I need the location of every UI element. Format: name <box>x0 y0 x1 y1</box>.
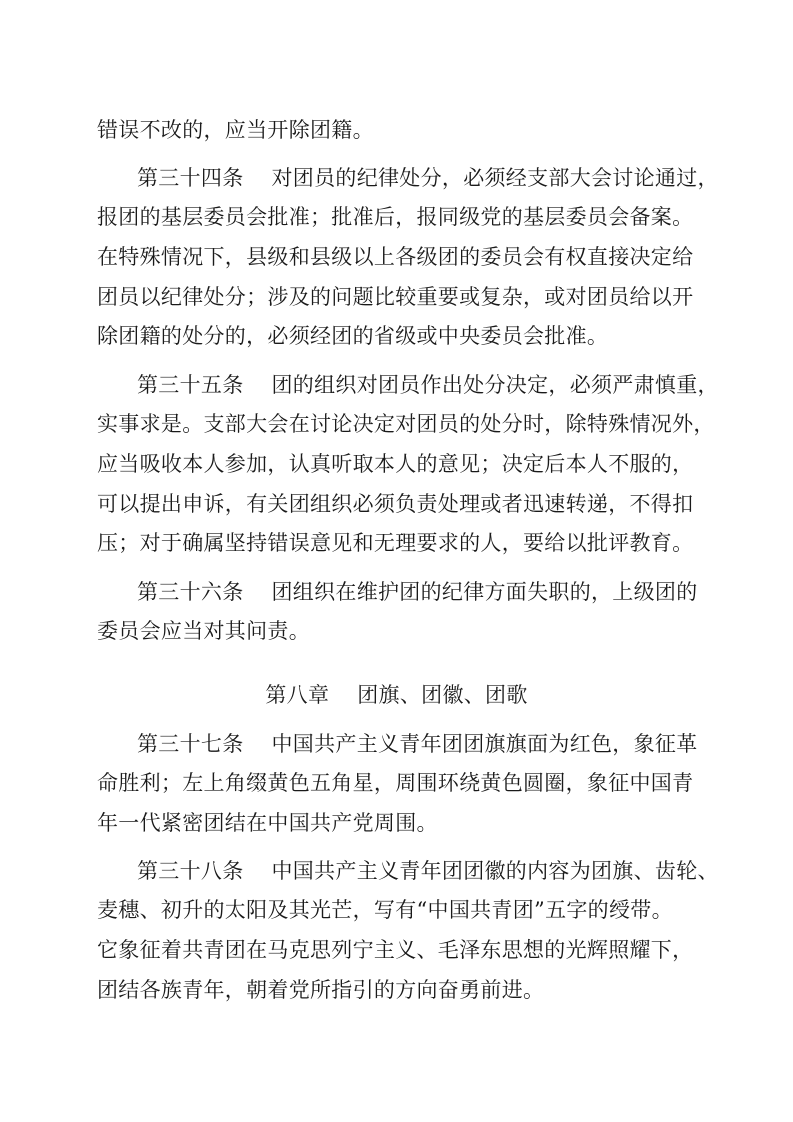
paragraph-line: 应当吸收本人参加，认真听取本人的意见；决定后本人不服的， <box>97 452 694 476</box>
paragraph-line: 实事求是。支部大会在讨论决定对团员的处分时，除特殊情况外， <box>97 412 715 436</box>
paragraph-line: 团结各族青年，朝着党所指引的方向奋勇前进。 <box>97 978 545 1002</box>
paragraph-line: 年一代紧密团结在中国共产党周围。 <box>97 811 438 835</box>
paragraph-line: 委员会应当对其问责。 <box>97 619 310 643</box>
paragraph-line: 它象征着共青团在马克思列宁主义、毛泽东思想的光辉照耀下， <box>97 938 694 962</box>
article-37-label: 第三十七条 <box>137 732 244 756</box>
article-37-first-line: 第三十七条 中国共产主义青年团团旗旗面为红色，象征革 <box>137 732 698 756</box>
chapter-label: 第八章 <box>265 683 330 707</box>
article-34-label: 第三十四条 <box>137 166 244 190</box>
chapter-heading <box>0 680 793 710</box>
article-35-label: 第三十五条 <box>137 373 244 397</box>
paragraph-line: 可以提出申诉，有关团组织必须负责处理或者迅速转递，不得扣 <box>97 492 694 516</box>
article-38-first-line: 第三十八条 中国共产主义青年团团徽的内容为团旗、齿轮、 <box>137 859 719 883</box>
paragraph-line: 团员以纪律处分；涉及的问题比较重要或复杂，或对团员给以开 <box>97 285 694 309</box>
article-34-first-line: 第三十四条 对团员的纪律处分，必须经支部大会讨论通过， <box>137 166 719 190</box>
article-36-label: 第三十六条 <box>137 580 244 604</box>
article-38-label: 第三十八条 <box>137 859 244 883</box>
paragraph-line: 压；对于确属坚持错误意见和无理要求的人，要给以批评教育。 <box>97 531 694 555</box>
paragraph-line: 命胜利；左上角缀黄色五角星，周围环绕黄色圆圈，象征中国青 <box>97 771 694 795</box>
chapter-title: 团旗、团徽、团歌 <box>357 683 528 707</box>
paragraph-line: 错误不改的，应当开除团籍。 <box>97 118 374 142</box>
article-35-first-line: 第三十五条 团的组织对团员作出处分决定，必须严肃慎重， <box>137 373 719 397</box>
article-36-first-line: 第三十六条 团组织在维护团的纪律方面失职的，上级团的 <box>137 580 698 604</box>
paragraph-line: 麦穗、初升的太阳及其光芒，写有“中国共青团”五字的绶带。 <box>97 898 673 922</box>
paragraph-line: 在特殊情况下，县级和县级以上各级团的委员会有权直接决定给 <box>97 245 694 269</box>
paragraph-line: 报团的基层委员会批准；批准后，报同级党的基层委员会备案。 <box>97 205 694 229</box>
paragraph-line: 除团籍的处分的，必须经团的省级或中央委员会批准。 <box>97 324 609 348</box>
